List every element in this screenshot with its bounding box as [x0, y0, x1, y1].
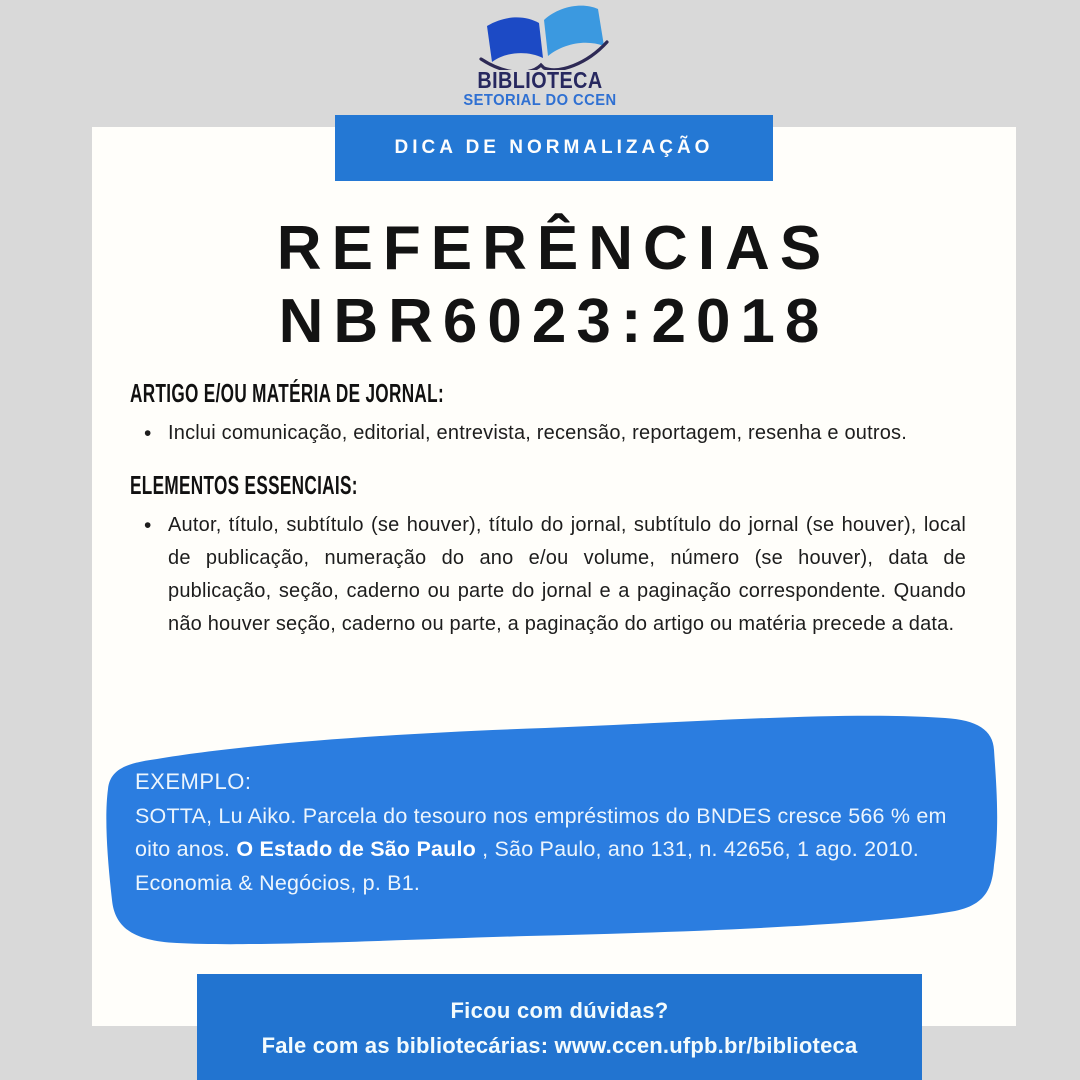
bullet-text: Inclui comunicação, editorial, entrevista, recensão, reportagem, resenha e outros.: [168, 422, 908, 444]
open-book-icon: [423, 2, 657, 70]
bullet-icon: •: [144, 514, 152, 537]
tip-banner: [335, 115, 773, 181]
list-item: [130, 509, 966, 641]
bullet-icon: •: [144, 422, 152, 445]
page-title-line1: REFERÊNCIAS: [276, 214, 832, 283]
section-heading-artigo: ARTIGO E/OU MATÉRIA DE JORNAL:: [130, 378, 445, 408]
citation-end: , São Paulo, ano 131, n. 42656, 1 ago. 2010. Economia & Negócios, p. B1.: [135, 837, 919, 895]
bullet-text: Autor, título, subtítulo (se houver), título do jornal, subtítulo do jornal (se houver), local de publicação, numeração do ano e/ou volume, número (se houver), data de publicação, seção, caderno ou parte do jornal e a paginação correspondente. Quando não houver seção, caderno ou parte, a paginação do artigo ou matéria precede a data.: [168, 514, 966, 635]
citation-journal-title: O Estado de São Paulo: [236, 837, 476, 862]
list-item: [130, 417, 966, 450]
example-label: EXEMPLO:: [135, 769, 252, 794]
footer-question: Ficou com dúvidas?: [450, 998, 669, 1023]
citation-start: SOTTA, Lu Aiko. Parcela do tesouro nos empréstimos do BNDES cresce 566 % em oito anos.: [135, 804, 947, 862]
body-content: [130, 380, 966, 641]
page-title: [92, 212, 1016, 358]
footer-banner: [197, 974, 922, 1080]
logo-title: BIBLIOTECA: [477, 67, 603, 93]
section-heading-elementos: ELEMENTOS ESSENCIAIS:: [130, 470, 358, 500]
example-citation: [135, 800, 969, 900]
page-title-line2: NBR6023:2018: [278, 287, 830, 356]
tip-banner-label: DICA DE NORMALIZAÇÃO: [394, 137, 714, 158]
logo-subtitle: SETORIAL DO CCEN: [463, 92, 617, 109]
library-logo: [423, 2, 657, 110]
footer-contact-url: Fale com as bibliotecárias: www.ccen.ufpb.br/biblioteca: [261, 1033, 858, 1058]
